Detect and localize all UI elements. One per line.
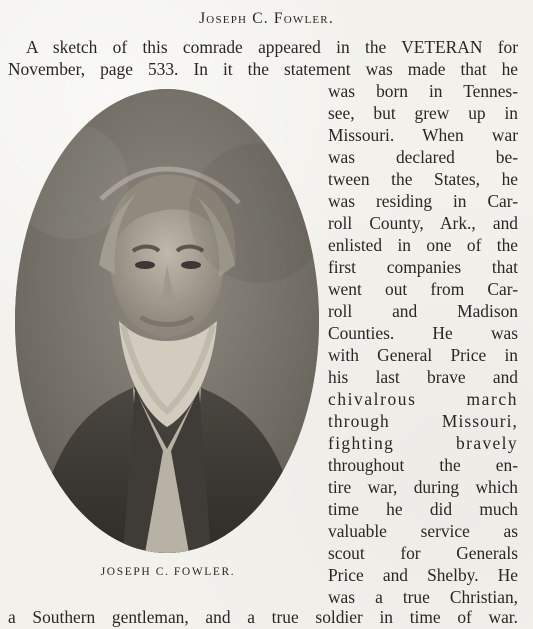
- body-line-3: was born in Tennes-: [328, 81, 518, 101]
- body-line-24: scout for Generals: [328, 543, 518, 563]
- body-line-5: Missouri. When war: [328, 125, 518, 145]
- body-line-6: was declared be-: [328, 147, 518, 167]
- body-line-12: went out from Car-: [328, 279, 518, 299]
- body-line-26: was a true Christian,: [328, 587, 518, 607]
- article-title: Joseph C. Fowler.: [199, 10, 334, 27]
- body-line-13: roll and Madison: [328, 301, 518, 321]
- body-line-7: tween the States, he: [328, 169, 518, 189]
- body-line-15: with General Price in: [328, 345, 518, 365]
- body-line-9: roll County, Ark., and: [328, 213, 518, 233]
- portrait-caption: JOSEPH C. FOWLER.: [100, 566, 236, 578]
- body-line-21: tire war, during which: [328, 477, 518, 497]
- body-line-27: a Southern gentleman, and a true soldier in time of war.: [8, 607, 518, 627]
- body-line-23: valuable service as: [328, 521, 518, 541]
- body-line-14: Counties. He was: [328, 323, 518, 343]
- body-line-1: A sketch of this comrade appeared in the VETERAN for: [26, 37, 518, 57]
- body-line-22: time he did much: [328, 499, 518, 519]
- body-line-20: throughout the en-: [328, 455, 518, 475]
- body-line-25: Price and Shelby. He: [328, 565, 518, 585]
- body-line-8: was residing in Car-: [328, 191, 518, 211]
- body-line-10: enlisted in one of the: [328, 235, 518, 255]
- body-line-2: November, page 533. In it the statement was made that he: [8, 59, 518, 79]
- portrait-photo: [15, 89, 319, 553]
- body-line-17: chivalrous march: [328, 389, 518, 409]
- body-line-4: see, but grew up in: [328, 103, 518, 123]
- body-line-19: fighting bravely: [328, 433, 518, 453]
- body-line-11: first companies that: [328, 257, 518, 277]
- body-line-18: through Missouri,: [328, 411, 518, 431]
- body-line-16: his last brave and: [328, 367, 518, 387]
